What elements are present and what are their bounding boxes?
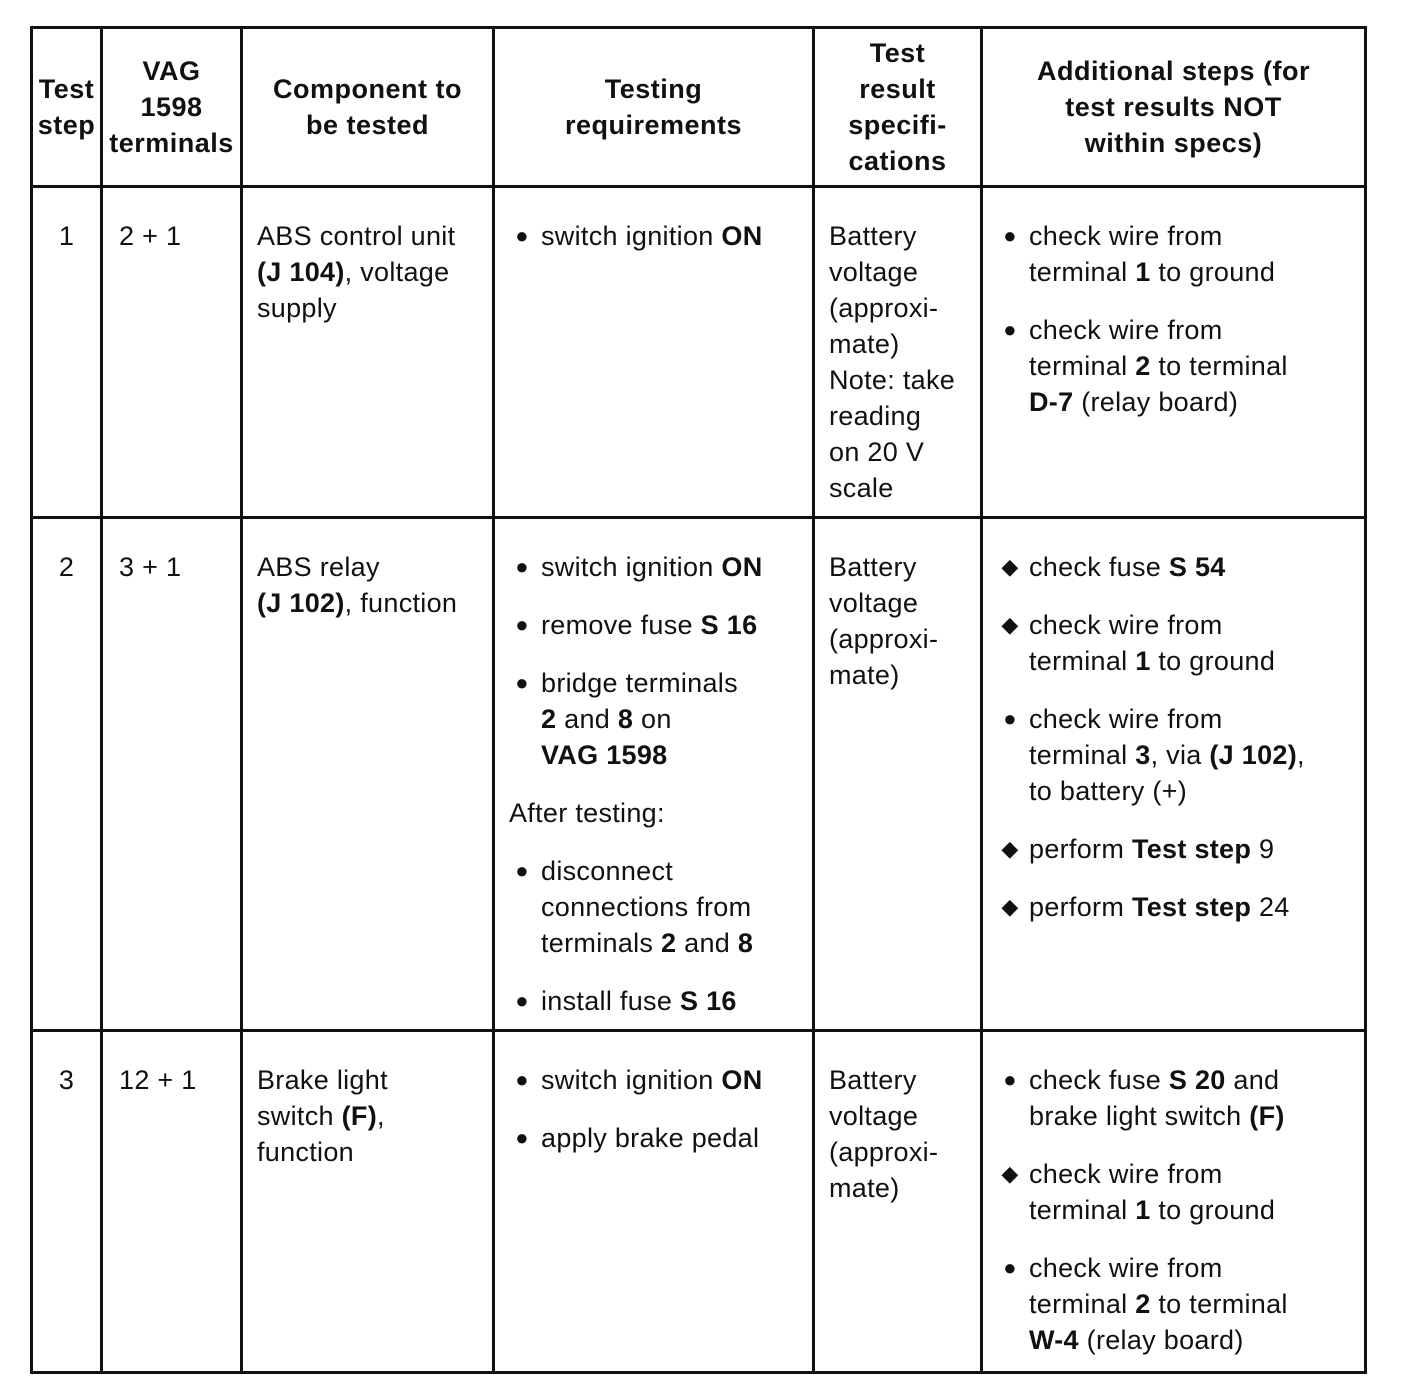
header-line: 1598: [140, 92, 203, 122]
text-segment: switch ignition: [541, 221, 722, 251]
header-result-specifications: [814, 28, 982, 187]
list-item: [997, 1062, 1358, 1134]
text-segment: terminal: [1029, 351, 1136, 381]
diamond-bullet-icon: ◆: [1001, 1161, 1019, 1186]
text-segment: terminal: [1029, 1289, 1136, 1319]
text-segment: supply: [257, 293, 337, 323]
text-segment: check wire from: [1029, 1159, 1223, 1189]
header-line: cations: [848, 146, 947, 176]
text-segment: terminal: [1029, 257, 1136, 287]
text-segment: bridge terminals: [541, 668, 738, 698]
header-line: Testing: [604, 74, 703, 104]
text-segment: ABS control unit: [257, 221, 456, 251]
cell-test-step: 1: [32, 187, 102, 518]
spec-line: (approxi-: [829, 624, 939, 654]
cell-additional-steps: [982, 187, 1366, 518]
diamond-bullet-icon: ◆: [1001, 554, 1019, 579]
text-segment: and: [1225, 1065, 1280, 1095]
round-bullet-icon: ●: [515, 670, 529, 695]
text-segment: on: [633, 704, 672, 734]
bold-text: (J 102): [1209, 740, 1298, 770]
header-line: Test: [869, 38, 926, 68]
header-testing-requirements: [494, 28, 814, 187]
header-line: within specs): [1084, 128, 1263, 158]
text-segment: check wire from: [1029, 315, 1223, 345]
bold-text: 1: [1135, 257, 1151, 287]
text-segment: to terminal: [1150, 1289, 1288, 1319]
header-line: terminals: [109, 128, 234, 158]
text-segment: perform: [1029, 892, 1132, 922]
text-segment: to ground: [1150, 257, 1276, 287]
bold-text: 2: [661, 928, 677, 958]
text-segment: check wire from: [1029, 221, 1223, 251]
text-segment: ,: [1297, 740, 1305, 770]
table-body: [32, 187, 1366, 1373]
bold-text: S 16: [679, 986, 737, 1016]
text-segment: terminal: [1029, 740, 1136, 770]
round-bullet-icon: ●: [1003, 1067, 1017, 1092]
cell-test-step: 3: [32, 1031, 102, 1373]
cell-result-specifications: [814, 518, 982, 1031]
text-segment: check fuse: [1029, 1065, 1169, 1095]
text-segment: to battery (+): [1029, 776, 1188, 806]
spec-line: voltage: [829, 257, 919, 287]
additional-steps-list: [997, 1062, 1358, 1358]
header-line: Additional steps (for: [1037, 56, 1310, 86]
text-segment: , function: [344, 588, 458, 618]
round-bullet-icon: ●: [1003, 706, 1017, 731]
table-row: [32, 1031, 1366, 1373]
bold-text: 2: [1135, 351, 1151, 381]
text-segment: to ground: [1150, 646, 1276, 676]
list-item: [509, 983, 806, 1019]
bold-text: (J 102): [257, 588, 345, 618]
round-bullet-icon: ●: [515, 554, 529, 579]
text-segment: switch ignition: [541, 552, 722, 582]
list-item: [997, 1156, 1358, 1228]
header-test-step: [32, 28, 102, 187]
list-item: [509, 1062, 806, 1098]
cell-vag-terminals: 12 + 1: [102, 1031, 242, 1373]
list-item: [509, 1120, 806, 1156]
bold-text: 8: [617, 704, 634, 734]
header-line: result: [859, 74, 936, 104]
bold-text: S 20: [1168, 1065, 1226, 1095]
table-row: [32, 518, 1366, 1031]
header-line: requirements: [564, 110, 743, 140]
spec-line: (approxi-: [829, 293, 939, 323]
header-line: Component to: [273, 74, 462, 104]
list-item: [509, 665, 806, 773]
text-segment: brake light switch: [1029, 1101, 1250, 1131]
text-segment: and: [676, 928, 738, 958]
header-component: [242, 28, 494, 187]
list-item: [509, 218, 806, 254]
diamond-bullet-icon: ◆: [1001, 894, 1019, 919]
text-segment: terminal: [1029, 646, 1136, 676]
text-segment: 24: [1251, 892, 1290, 922]
list-note: [509, 795, 806, 831]
round-bullet-icon: ●: [515, 612, 529, 637]
round-bullet-icon: ●: [1003, 317, 1017, 342]
text-segment: function: [257, 1137, 354, 1167]
bold-text: 8: [737, 928, 754, 958]
text-segment: terminals: [541, 928, 662, 958]
spec-line: mate): [829, 1173, 900, 1203]
cell-vag-terminals: 2 + 1: [102, 187, 242, 518]
additional-steps-list: [997, 218, 1358, 420]
bold-text: 1: [1135, 1195, 1151, 1225]
text-segment: , via: [1150, 740, 1210, 770]
spec-line: Battery: [829, 552, 917, 582]
diamond-bullet-icon: ◆: [1001, 612, 1019, 637]
header-line: VAG: [142, 56, 201, 86]
text-segment: (relay board): [1078, 1325, 1244, 1355]
text-segment: disconnect: [541, 856, 674, 886]
text-segment: remove fuse: [541, 610, 701, 640]
cell-result-specifications: [814, 187, 982, 518]
bold-text: S 16: [700, 610, 758, 640]
list-item: [509, 607, 806, 643]
bold-text: Test step: [1131, 834, 1252, 864]
text-segment: (relay board): [1073, 387, 1239, 417]
text-segment: Brake light: [257, 1065, 388, 1095]
cell-additional-steps: [982, 518, 1366, 1031]
round-bullet-icon: ●: [515, 223, 529, 248]
round-bullet-icon: ●: [515, 988, 529, 1013]
bold-text: 1: [1135, 646, 1151, 676]
cell-component: [242, 187, 494, 518]
spec-line: Battery: [829, 1065, 917, 1095]
list-item: [997, 549, 1358, 585]
cell-testing-requirements: [494, 187, 814, 518]
cell-result-specifications: [814, 1031, 982, 1373]
text-segment: terminal: [1029, 1195, 1136, 1225]
cell-vag-terminals: 3 + 1: [102, 518, 242, 1031]
round-bullet-icon: ●: [515, 1125, 529, 1150]
header-line: Test: [38, 74, 95, 104]
text-segment: check wire from: [1029, 610, 1223, 640]
bold-text: ON: [721, 552, 763, 582]
text-segment: apply brake pedal: [541, 1123, 760, 1153]
spec-line: mate): [829, 660, 900, 690]
spec-line: on 20 V: [829, 437, 925, 467]
text-segment: connections from: [541, 892, 752, 922]
cell-test-step: 2: [32, 518, 102, 1031]
spec-line: Note: take: [829, 365, 956, 395]
round-bullet-icon: ●: [1003, 223, 1017, 248]
round-bullet-icon: ●: [1003, 1255, 1017, 1280]
table-row: [32, 187, 1366, 518]
spec-line: Battery: [829, 221, 917, 251]
requirements-list: [509, 1062, 806, 1156]
text-segment: to terminal: [1150, 351, 1288, 381]
text-segment: 9: [1251, 834, 1275, 864]
cell-component: [242, 518, 494, 1031]
list-item: [997, 1250, 1358, 1358]
header-row: [32, 28, 1366, 187]
list-item: [997, 701, 1358, 809]
round-bullet-icon: ●: [515, 858, 529, 883]
requirements-list: [509, 218, 806, 254]
text-segment: ABS relay: [257, 552, 380, 582]
text-segment: check wire from: [1029, 704, 1223, 734]
list-item: [509, 853, 806, 961]
cell-testing-requirements: [494, 518, 814, 1031]
bold-text: (F): [341, 1101, 378, 1131]
list-item: [997, 831, 1358, 867]
header-additional-steps: [982, 28, 1366, 187]
header-line: be tested: [305, 110, 430, 140]
list-item: [997, 218, 1358, 290]
cell-component: [242, 1031, 494, 1373]
list-item: [509, 549, 806, 585]
header-line: step: [37, 110, 96, 140]
text-segment: switch ignition: [541, 1065, 722, 1095]
round-bullet-icon: ●: [515, 1067, 529, 1092]
spec-line: mate): [829, 329, 900, 359]
bold-text: 3: [1135, 740, 1151, 770]
list-item: [997, 607, 1358, 679]
text-segment: After testing:: [509, 798, 665, 828]
spec-line: voltage: [829, 588, 919, 618]
bold-text: VAG 1598: [541, 740, 668, 770]
bold-text: W-4: [1029, 1325, 1079, 1355]
spec-line: scale: [829, 473, 894, 503]
bold-text: ON: [721, 221, 763, 251]
additional-steps-list: [997, 549, 1358, 925]
text-segment: to ground: [1150, 1195, 1276, 1225]
bold-text: 2: [541, 704, 557, 734]
header-vag-terminals: [102, 28, 242, 187]
header-line: specifi-: [848, 110, 947, 140]
text-segment: ,: [377, 1101, 385, 1131]
spec-line: voltage: [829, 1101, 919, 1131]
cell-additional-steps: [982, 1031, 1366, 1373]
list-item: [997, 312, 1358, 420]
bold-text: 2: [1135, 1289, 1151, 1319]
requirements-list: [509, 549, 806, 1019]
bold-text: (F): [1249, 1101, 1285, 1131]
text-segment: , voltage: [344, 257, 450, 287]
diamond-bullet-icon: ◆: [1001, 836, 1019, 861]
text-segment: check fuse: [1029, 552, 1169, 582]
bold-text: ON: [721, 1065, 763, 1095]
cell-testing-requirements: [494, 1031, 814, 1373]
text-segment: and: [556, 704, 618, 734]
spec-line: reading: [829, 401, 922, 431]
text-segment: switch: [257, 1101, 342, 1131]
bold-text: S 54: [1168, 552, 1226, 582]
header-line: test results NOT: [1065, 92, 1282, 122]
text-segment: install fuse: [541, 986, 680, 1016]
bold-text: (J 104): [257, 257, 345, 287]
text-segment: check wire from: [1029, 1253, 1223, 1283]
test-steps-table: [30, 26, 1367, 1374]
bold-text: D-7: [1029, 387, 1074, 417]
spec-line: (approxi-: [829, 1137, 939, 1167]
text-segment: perform: [1029, 834, 1132, 864]
list-item: [997, 889, 1358, 925]
bold-text: Test step: [1131, 892, 1252, 922]
